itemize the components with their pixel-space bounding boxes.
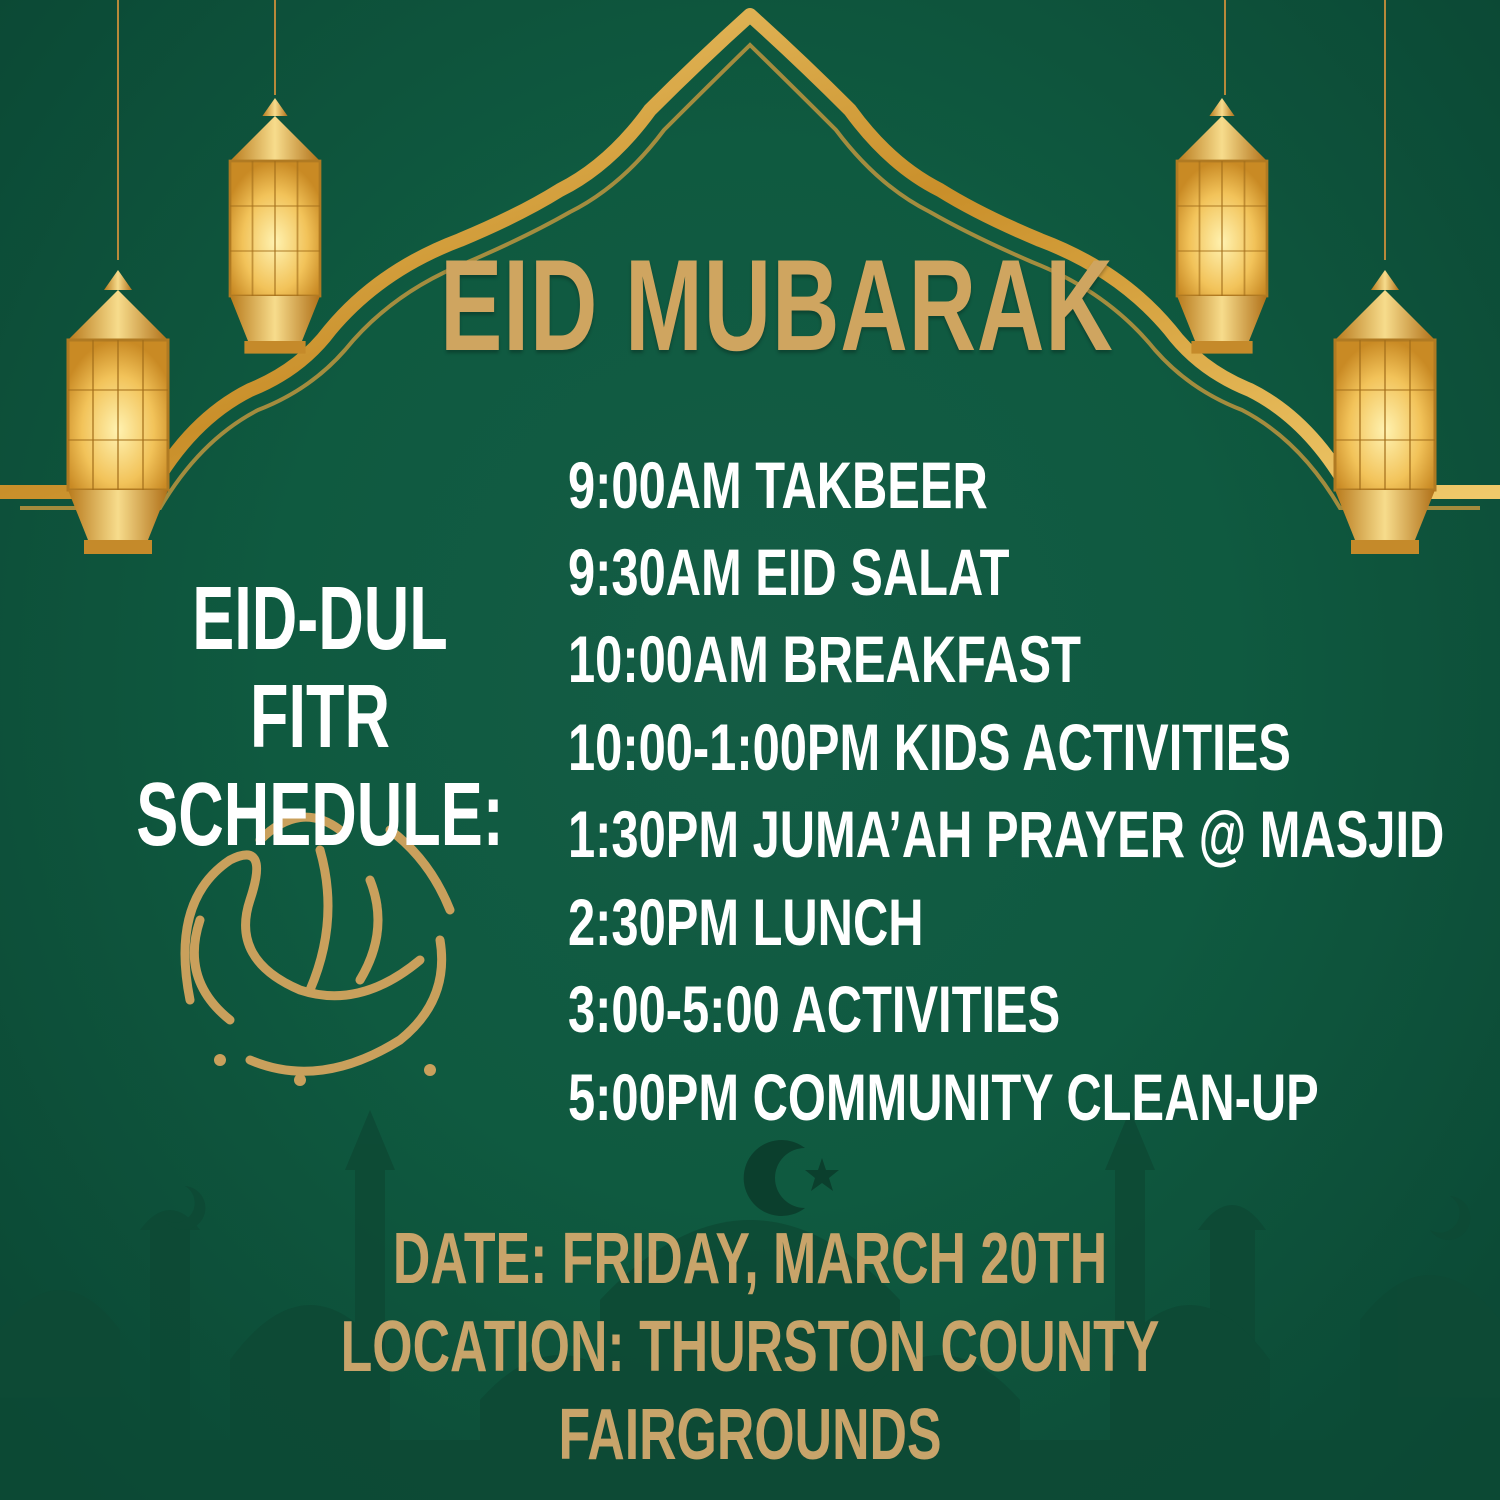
schedule-item: 1:30PM JUMA’AH PRAYER @ MASJID [568, 797, 1445, 871]
schedule-item: 10:00AM BREAKFAST [568, 622, 1081, 696]
schedule-item: 3:00-5:00 ACTIVITIES [568, 972, 1061, 1046]
schedule-item: 10:00-1:00PM KIDS ACTIVITIES [568, 710, 1291, 784]
schedule-heading [40, 570, 600, 864]
heading-line-1: EID-DUL FITR [192, 569, 448, 767]
schedule-item: 2:30PM LUNCH [568, 885, 924, 959]
schedule-item: 9:30AM EID SALAT [568, 535, 1010, 609]
schedule-item: 5:00PM COMMUNITY CLEAN-UP [568, 1060, 1319, 1134]
schedule-item: 9:00AM TAKBEER [568, 448, 988, 522]
event-details [0, 1215, 1500, 1479]
event-date: DATE: FRIDAY, MARCH 20TH [392, 1219, 1108, 1299]
page-title: EID MUBARAK [440, 232, 1114, 378]
event-location: LOCATION: THURSTON COUNTY FAIRGROUNDS [340, 1307, 1160, 1475]
heading-line-2: SCHEDULE: [136, 765, 504, 865]
